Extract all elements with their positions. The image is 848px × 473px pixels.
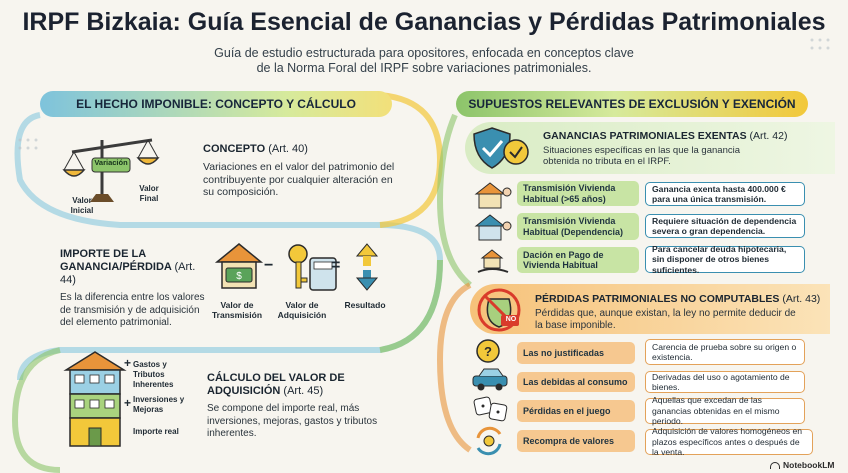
- exentas-block: [543, 130, 823, 167]
- no-computable-row-4-label: Recompra de valores: [517, 430, 635, 452]
- exenta-row-2-label: Transmisión Vivienda Habitual (Dependencia): [517, 213, 639, 240]
- exenta-row-1-label: Transmisión Vivienda Habitual (>65 años): [517, 181, 639, 206]
- right-section-banner: SUPUESTOS RELEVANTES DE EXCLUSIÓN Y EXENCIÓN: [456, 91, 808, 117]
- exenta-row-1-desc: Ganancia exenta hasta 400.000 € para una única transmisión.: [645, 182, 805, 206]
- key-icon: [289, 245, 307, 288]
- equals-sign: =: [331, 257, 341, 274]
- label-resultado: Resultado: [344, 300, 386, 310]
- page-title: IRPF Bizkaia: Guía Esencial de Ganancias y Pérdidas Patrimoniales: [22, 8, 826, 36]
- svg-text:?: ?: [484, 344, 492, 359]
- subtitle-line-2: de la Norma Foral del IRPF sobre variaciones patrimoniales.: [256, 61, 592, 75]
- exentas-title: GANANCIAS PATRIMONIALES EXENTAS: [543, 130, 747, 142]
- car-icon: [473, 369, 507, 391]
- exentas-heading: [543, 130, 823, 143]
- concepto-art: (Art. 40): [268, 143, 308, 155]
- label-gastos-tributos: Gastos y Tributos Inherentes: [133, 360, 174, 389]
- importe-art: (Art. 44): [60, 261, 196, 286]
- importe-formula-icons: [212, 240, 412, 295]
- house-money-icon: [217, 244, 261, 288]
- dice-icon: [474, 397, 508, 422]
- left-section-banner: EL HECHO IMPONIBLE: CONCEPTO Y CÁLCULO: [40, 91, 392, 117]
- no-computable-row-4-desc: Adquisición de valores homogéneos en plazos específicos antes o después de la venta.: [645, 429, 813, 455]
- scale-tag: Variación: [94, 158, 128, 167]
- recycle-shares-icon: [478, 428, 500, 453]
- no-computable-row-2-label: Las debidas al consumo: [517, 372, 635, 392]
- importe-title: IMPORTE DE LA GANANCIA/PÉRDIDA: [60, 248, 172, 273]
- label-valor-transmision: Valor de Transmisión: [211, 300, 263, 320]
- calculo-block: [207, 372, 407, 441]
- no-computable-row-3-label: Pérdidas en el juego: [517, 400, 635, 422]
- calculo-art: (Art. 45): [283, 385, 324, 397]
- svg-text:$: $: [236, 271, 242, 282]
- calculo-heading: [207, 372, 407, 398]
- no-computable-row-1-desc: Carencia de prueba sobre su origen o existencia.: [645, 339, 805, 365]
- exenta-row-3-label: Dación en Pago de Vivienda Habitual: [517, 247, 639, 273]
- building-icon: [62, 350, 128, 450]
- no-computables-art: (Art. 43): [782, 293, 821, 305]
- question-icon: [477, 340, 499, 362]
- label-valor-inicial: Valor Inicial: [70, 196, 94, 215]
- exenta-row-2-desc: Requiere situación de dependencia severa o gran dependencia.: [645, 214, 805, 238]
- notebooklm-logo-icon: [770, 462, 780, 469]
- subtitle-line-1: Guía de estudio estructurada para opositores, enfocada en conceptos clave: [214, 46, 634, 60]
- no-computable-row-3-desc: Aquellas que excedan de las ganancias obtenidas en el mismo periodo.: [645, 398, 805, 424]
- notebooklm-label: NotebookLM: [783, 460, 835, 470]
- no-computables-block: [535, 293, 825, 332]
- concepto-title: CONCEPTO: [203, 143, 266, 155]
- elderly-house-icon: [476, 183, 511, 208]
- shield-check-icon: [470, 124, 532, 172]
- minus-sign: −: [264, 257, 274, 274]
- calculo-text: Se compone del importe real, más inversiones, mejoras, gastos y tributos inherentes.: [207, 403, 378, 439]
- up-down-arrows-icon: [357, 244, 377, 290]
- no-badge: NO: [505, 316, 517, 323]
- no-computables-heading: [535, 293, 825, 306]
- no-computables-row-icons: [470, 338, 516, 458]
- no-computable-row-2-desc: Derivadas del uso o agotamiento de bienes.: [645, 371, 805, 393]
- exentas-art: (Art. 42): [749, 130, 788, 142]
- concepto-text: Variaciones en el valor del patrimonio del contribuyente por cualquier alteración en su composición.: [203, 161, 395, 198]
- calculo-title: CÁLCULO DEL VALOR DE ADQUISICIÓN: [207, 372, 345, 397]
- hand-house-icon: [478, 250, 508, 272]
- label-importe-real: Importe real: [133, 427, 179, 436]
- exentas-text: Situaciones específicas en las que la ganancia obtenida no tributa en el IRPF.: [543, 145, 740, 167]
- importe-block: [60, 248, 210, 330]
- plus-sign-2: +: [124, 396, 132, 410]
- importe-heading: [60, 248, 210, 287]
- label-inversiones-mejoras: Inversiones y Mejoras: [133, 395, 185, 414]
- money-bag-prohibited-icon: [475, 285, 525, 333]
- notebooklm-brand: [770, 460, 834, 470]
- importe-text: Es la diferencia entre los valores de transmisión y de adquisición del elemento patrimonial.: [60, 292, 205, 328]
- label-valor-adquisicion: Valor de Adquisición: [277, 300, 327, 320]
- plus-sign-1: +: [124, 356, 132, 370]
- concepto-heading: [203, 143, 403, 156]
- no-computables-text: Pérdidas que, aunque existan, la ley no permite deducir de la base imponible.: [535, 308, 796, 331]
- exentas-row-icons: [474, 180, 514, 274]
- exenta-row-3-desc: Para cancelar deuda hipotecaria, sin disponer de otros bienes suficientes.: [645, 246, 805, 273]
- concepto-block: [203, 143, 403, 199]
- no-computable-row-1-label: Las no justificadas: [517, 342, 635, 364]
- label-valor-final: Valor Final: [139, 184, 159, 203]
- care-house-icon: [476, 215, 511, 240]
- no-computables-title: PÉRDIDAS PATRIMONIALES NO COMPUTABLES: [535, 293, 780, 305]
